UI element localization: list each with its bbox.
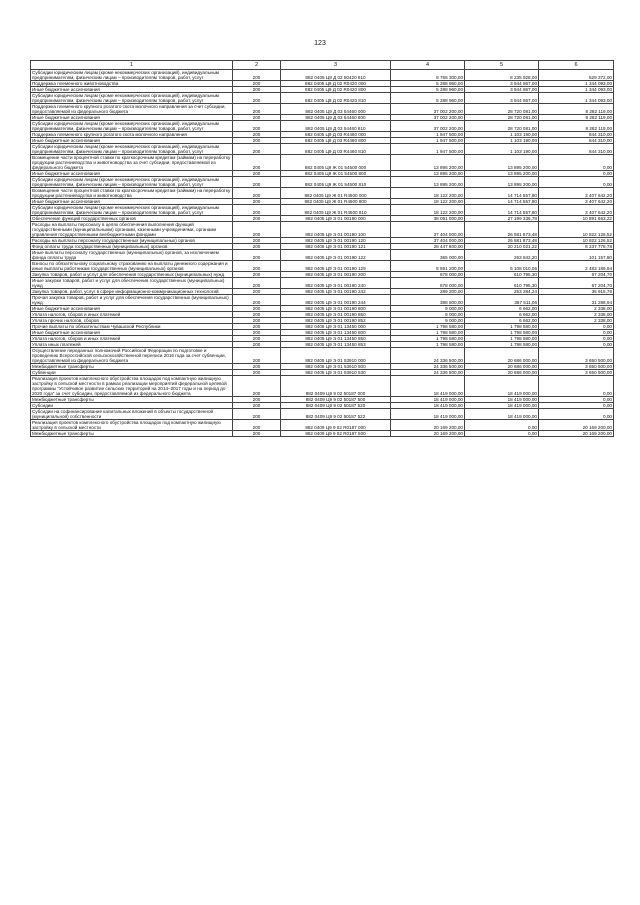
row-code-cell: 882 0405 Ц9 Ж 01 R4500 810 (281, 205, 391, 216)
row-column6-cell: 0,00 (539, 155, 614, 171)
row-column4-cell: 5 288 960,00 (391, 81, 465, 87)
row-code-cell: 882 0405 Ц9 Э 01 00190 100 (281, 222, 391, 238)
row-column2-cell: 200 (233, 70, 281, 81)
table-row (31, 93, 614, 104)
row-name-cell: Иные бюджетные ассигнования (31, 115, 233, 121)
row-column6-cell: 10 891 663,22 (539, 216, 614, 222)
row-code-cell: 882 0409 Ц9 9 02 50187 000 (281, 376, 391, 397)
table-row (31, 336, 614, 342)
row-column6-cell: 10 822 126,52 (539, 238, 614, 244)
row-name-cell: Субсидии юридическим лицам (кроме некоммерческих организаций), индивидуальным предпринимателям, физическим лицам – производителям товаров, работ, услуг (31, 205, 233, 216)
row-column2-cell: 200 (233, 87, 281, 93)
row-column6-cell: 101 157,80 (539, 250, 614, 261)
row-column4-cell: 20 169 200,00 (391, 420, 465, 431)
row-column5-cell: 610 795,30 (465, 272, 539, 278)
row-column2-cell: 200 (233, 318, 281, 324)
row-column6-cell: 1 344 093,00 (539, 81, 614, 87)
row-code-cell: 882 0405 Ц9 Д 02 R0420 810 (281, 93, 391, 104)
row-name-cell: Иные бюджетные ассигнования (31, 87, 233, 93)
row-column6-cell: 8 282 119,00 (539, 104, 614, 115)
table-row (31, 312, 614, 318)
row-column4-cell: 9 000,00 (391, 312, 465, 318)
row-column5-cell: 3 944 867,00 (465, 87, 539, 93)
row-name-cell: Межбюджетные трансферты (31, 431, 233, 437)
row-column5-cell: 20 210 021,22 (465, 244, 539, 250)
row-column2-cell: 200 (233, 104, 281, 115)
row-column2-cell: 200 (233, 222, 281, 238)
header-cell: 5 (465, 61, 539, 70)
row-column6-cell: 0,00 (539, 330, 614, 336)
row-column2-cell: 200 (233, 420, 281, 431)
row-name-cell: Субсидии юридическим лицам (кроме некоммерческих организаций), индивидуальным предпринимателям, физическим лицам – производителям товаров, работ, услуг (31, 144, 233, 155)
table-row (31, 144, 614, 155)
row-column4-cell: 20 169 200,00 (391, 431, 465, 437)
row-column2-cell: 200 (233, 205, 281, 216)
table-row (31, 420, 614, 431)
row-column4-cell: 5 288 960,00 (391, 93, 465, 104)
row-name-cell: Субвенции (31, 370, 233, 376)
row-column4-cell: 1 798 580,00 (391, 324, 465, 330)
row-name-cell: Иные бюджетные ассигнования (31, 306, 233, 312)
row-code-cell: 882 0405 Ц9 Д 03 R4460 000 (281, 132, 391, 138)
row-column4-cell: 28 447 800,00 (391, 244, 465, 250)
row-column2-cell: 200 (233, 289, 281, 295)
row-column4-cell: 37 404 000,00 (391, 238, 465, 244)
row-column5-cell: 3 944 867,00 (465, 93, 539, 104)
row-column5-cell: 13 895 200,00 (465, 171, 539, 177)
row-column2-cell: 200 (233, 81, 281, 87)
row-column4-cell: 37 002 200,00 (391, 121, 465, 132)
row-name-cell: Межбюджетные трансферты (31, 397, 233, 403)
row-code-cell: 882 0405 Ц9 Ж 01 54500 810 (281, 177, 391, 188)
row-column4-cell: 24 336 500,00 (391, 348, 465, 364)
row-column6-cell: 20 169 200,00 (539, 420, 614, 431)
row-column5-cell: 1 103 190,00 (465, 132, 539, 138)
row-name-cell: Реализация проектов комплексного обустройства площадок под компактную жилищную застройку в сельской местности (31, 420, 233, 431)
row-column5-cell: 6 662,00 (465, 306, 539, 312)
row-name-cell: Уплата прочих налогов, сборов (31, 318, 233, 324)
row-name-cell: Субсидии на софинансирование капитальных вложений в объекты государственной (муниципальной) собственности (31, 409, 233, 420)
row-column4-cell: 37 002 200,00 (391, 115, 465, 121)
row-code-cell: 882 0405 Ц9 Э 01 00190 000 (281, 216, 391, 222)
row-column4-cell: 8 765 300,00 (391, 70, 465, 81)
row-column4-cell: 678 000,00 (391, 278, 465, 289)
row-name-cell: Осуществление переданных полномочий Российской Федерации по подготовке и проведению Всероссийской сельскохозяйственной переписи 2016 года за счет субвенции, предоставляемой из федерального бюджета (31, 348, 233, 364)
row-column4-cell: 388 800,00 (391, 295, 465, 306)
row-column2-cell: 200 (233, 171, 281, 177)
row-column5-cell: 357 511,06 (465, 295, 539, 306)
table-row (31, 81, 614, 87)
row-column5-cell: 20 686 000,00 (465, 348, 539, 364)
row-column2-cell: 200 (233, 364, 281, 370)
row-column5-cell: 14 714 557,80 (465, 199, 539, 205)
row-column6-cell: 2 338,00 (539, 312, 614, 318)
row-code-cell: 882 0405 Ц9 Э 01 00190 850 (281, 312, 391, 318)
row-column2-cell: 200 (233, 138, 281, 144)
row-code-cell: 882 0405 Ц9 Д 03 R4460 810 (281, 144, 391, 155)
row-name-cell: Прочие выплаты по обязательствам Чувашской Республики (31, 324, 233, 330)
row-column4-cell: 24 336 500,00 (391, 364, 465, 370)
header-cell: 3 (281, 61, 391, 70)
row-column6-cell: 3 407 642,20 (539, 205, 614, 216)
row-column4-cell: 1 947 500,00 (391, 138, 465, 144)
row-column5-cell: 263 842,20 (465, 250, 539, 261)
row-name-cell: Прочая закупка товаров, работ и услуг для обеспечения государственных (муниципальных) нужд (31, 295, 233, 306)
row-column4-cell: 13 895 200,00 (391, 171, 465, 177)
row-column6-cell: 844 310,00 (539, 144, 614, 155)
row-name-cell: Иные закупки товаров, работ и услуг для обеспечения государственных (муниципальных) нужд (31, 278, 233, 289)
row-column6-cell: 1 344 093,00 (539, 93, 614, 104)
row-column4-cell: 5 288 960,00 (391, 87, 465, 93)
header-cell: 4 (391, 61, 465, 70)
row-column2-cell: 200 (233, 403, 281, 409)
row-code-cell: 882 0405 Ц9 Э 01 53910 500 (281, 364, 391, 370)
row-code-cell: 882 0409 Ц9 9 02 R0187 000 (281, 420, 391, 431)
row-code-cell: 882 0409 Ц9 9 02 50187 520 (281, 403, 391, 409)
row-column5-cell: 253 284,24 (465, 289, 539, 295)
row-column5-cell: 18 419 000,00 (465, 397, 539, 403)
row-column6-cell: 8 282 119,00 (539, 121, 614, 132)
header-cell: 6 (539, 61, 614, 70)
row-code-cell: 882 0405 Ц9 Э 01 00190 240 (281, 278, 391, 289)
row-name-cell: Фонд оплаты труда государственных (муниципальных) органов (31, 244, 233, 250)
row-column6-cell: 8 282 119,00 (539, 115, 614, 121)
row-column6-cell: 3 650 500,00 (539, 370, 614, 376)
row-column2-cell: 200 (233, 121, 281, 132)
row-code-cell: 882 0409 Ц9 9 02 R0187 500 (281, 431, 391, 437)
row-column6-cell: 1 344 093,00 (539, 87, 614, 93)
row-name-cell: Уплата налогов, сборов и иных платежей (31, 336, 233, 342)
row-column6-cell: 0,00 (539, 409, 614, 420)
row-column5-cell: 0,00 (465, 420, 539, 431)
row-name-cell: Межбюджетные трансферты (31, 364, 233, 370)
row-column4-cell: 1 798 580,00 (391, 330, 465, 336)
row-name-cell: Субсидии юридическим лицам (кроме некоммерческих организаций), индивидуальным предпринимателям, физическим лицам – производителям товаров, работ, услуг (31, 177, 233, 188)
row-code-cell: 882 0405 Ц9 Э 01 00190 120 (281, 238, 391, 244)
row-column2-cell: 200 (233, 93, 281, 104)
table-row (31, 177, 614, 188)
row-column6-cell: 67 204,70 (539, 278, 614, 289)
row-column6-cell: 0,00 (539, 397, 614, 403)
table-row (31, 222, 614, 238)
row-name-cell: Поддержка племенного крупного рогатого скота молочного направления за счет субсидии, предоставляемой из федерального бюджета (31, 104, 233, 115)
table-row (31, 409, 614, 420)
row-column5-cell: 0,00 (465, 431, 539, 437)
table-row (31, 376, 614, 397)
page-number: 123 (314, 40, 326, 47)
row-column4-cell: 13 895 200,00 (391, 177, 465, 188)
row-column2-cell: 200 (233, 250, 281, 261)
row-name-cell: Субсидии (31, 403, 233, 409)
row-column5-cell: 28 720 081,00 (465, 104, 539, 115)
header-row (31, 61, 614, 70)
row-name-cell: Субсидии юридическим лицам (кроме некоммерческих организаций), индивидуальным предпринимателям, физическим лицам – производителям товаров, работ, услуг (31, 70, 233, 81)
row-name-cell: Субсидии юридическим лицам (кроме некоммерческих организаций), индивидуальным предпринимателям, физическим лицам – производителям товаров, работ, услуг (31, 121, 233, 132)
row-code-cell: 882 0405 Ц9 Э 01 00190 200 (281, 272, 391, 278)
table-row (31, 250, 614, 261)
row-column6-cell: 0,00 (539, 403, 614, 409)
row-column2-cell: 200 (233, 144, 281, 155)
row-column5-cell: 27 199 336,78 (465, 216, 539, 222)
row-column2-cell: 200 (233, 306, 281, 312)
row-code-cell: 882 0405 Ц9 Э 01 00190 800 (281, 306, 391, 312)
row-name-cell: Поддержка племенного крупного рогатого скота молочного направления (31, 132, 233, 138)
row-column4-cell: 8 591 200,00 (391, 261, 465, 272)
row-name-cell: Взносы по обязательному социальному страхованию на выплаты денежного содержания и иные выплаты работникам государственных (муниципальных) органов (31, 261, 233, 272)
row-column5-cell: 610 795,30 (465, 278, 539, 289)
row-column4-cell: 9 000,00 (391, 306, 465, 312)
row-name-cell: Расходы на выплаты персоналу в целях обеспечения выполнения функций государственными (муниципальными) органами, казенными учреждениями, органами управления государственными внебюджетными фондами (31, 222, 233, 238)
row-code-cell: 882 0405 Ц9 Э 01 00190 244 (281, 295, 391, 306)
row-column6-cell: 0,00 (539, 342, 614, 348)
row-column2-cell: 200 (233, 115, 281, 121)
table-row (31, 289, 614, 295)
row-name-cell: Иные бюджетные ассигнования (31, 171, 233, 177)
row-column4-cell: 13 895 200,00 (391, 155, 465, 171)
row-column6-cell: 3 650 500,00 (539, 364, 614, 370)
row-column2-cell: 200 (233, 370, 281, 376)
row-column5-cell: 26 581 873,48 (465, 222, 539, 238)
row-column4-cell: 37 002 200,00 (391, 104, 465, 115)
row-column6-cell: 2 338,00 (539, 318, 614, 324)
row-column5-cell: 6 662,00 (465, 318, 539, 324)
row-code-cell: 882 0409 Ц9 9 02 50187 522 (281, 409, 391, 420)
row-name-cell: Возмещение части процентной ставки по краткосрочным кредитам (займам) на переработку продукции растениеводства и животноводства (31, 188, 233, 199)
row-code-cell: 882 0405 Ц9 Э 01 13450 853 (281, 342, 391, 348)
row-name-cell: Поддержка племенного животноводства (31, 81, 233, 87)
row-column6-cell: 31 288,94 (539, 295, 614, 306)
row-name-cell: Расходы на выплаты персоналу государственных (муниципальных) органов (31, 238, 233, 244)
row-column6-cell: 844 310,00 (539, 138, 614, 144)
table-row (31, 431, 614, 437)
table-row (31, 104, 614, 115)
table-row (31, 70, 614, 81)
row-name-cell: Иные бюджетные ассигнования (31, 138, 233, 144)
row-column5-cell: 1 798 580,00 (465, 342, 539, 348)
row-name-cell: Реализация проектов комплексного обустройства площадок под компактную жилищную застройку в сельской местности в рамках реализации мероприятий федеральной целевой программы "Устойчивое развитие сельских территорий на 2014–2017 годы и на период до 2020 года" за счет субсидии, предоставляемой из федерального бюджета (31, 376, 233, 397)
table-row (31, 261, 614, 272)
row-code-cell: 882 0405 Ц9 Ж 01 R4500 800 (281, 199, 391, 205)
budget-table (30, 60, 614, 437)
row-column2-cell: 200 (233, 238, 281, 244)
row-column6-cell: 0,00 (539, 376, 614, 397)
row-column4-cell: 365 000,00 (391, 250, 465, 261)
row-column4-cell: 18 122 200,00 (391, 199, 465, 205)
row-name-cell: Обеспечение функций государственных органов (31, 216, 233, 222)
table-row (31, 188, 614, 199)
table-row (31, 155, 614, 171)
row-code-cell: 882 0405 Ц9 Э 01 53910 530 (281, 370, 391, 376)
row-column4-cell: 38 091 000,00 (391, 216, 465, 222)
row-column2-cell: 200 (233, 272, 281, 278)
row-code-cell: 882 0405 Ц9 Э 01 00190 852 (281, 318, 391, 324)
row-column6-cell: 529 372,00 (539, 70, 614, 81)
row-column2-cell: 200 (233, 348, 281, 364)
row-column4-cell: 18 419 000,00 (391, 376, 465, 397)
row-column5-cell: 13 895 200,00 (465, 177, 539, 188)
row-column5-cell: 14 714 557,80 (465, 188, 539, 199)
row-column5-cell: 6 108 010,06 (465, 261, 539, 272)
row-column6-cell: 844 310,00 (539, 132, 614, 138)
row-code-cell: 882 0405 Ц9 Д 02 R0420 000 (281, 81, 391, 87)
row-column6-cell: 0,00 (539, 324, 614, 330)
table-row (31, 205, 614, 216)
row-column5-cell: 1 103 190,00 (465, 138, 539, 144)
row-column5-cell: 1 798 580,00 (465, 330, 539, 336)
row-column5-cell: 1 103 190,00 (465, 144, 539, 155)
row-column4-cell: 1 798 580,00 (391, 336, 465, 342)
row-column4-cell: 9 000,00 (391, 318, 465, 324)
row-column5-cell: 3 944 867,00 (465, 81, 539, 87)
row-column4-cell: 1 798 580,00 (391, 342, 465, 348)
table-row (31, 348, 614, 364)
row-column6-cell: 0,00 (539, 171, 614, 177)
table-row (31, 121, 614, 132)
row-column2-cell: 200 (233, 431, 281, 437)
table-row (31, 295, 614, 306)
row-column5-cell: 28 720 081,00 (465, 115, 539, 121)
row-column4-cell: 18 419 000,00 (391, 397, 465, 403)
row-code-cell: 882 0405 Ц9 Э 01 13450 000 (281, 324, 391, 330)
row-column2-cell: 200 (233, 261, 281, 272)
row-name-cell: Субсидии юридическим лицам (кроме некоммерческих организаций), индивидуальным предпринимателям, физическим лицам – производителям товаров, работ, услуг (31, 93, 233, 104)
row-column6-cell: 0,00 (539, 336, 614, 342)
row-column2-cell: 200 (233, 155, 281, 171)
row-column2-cell: 200 (233, 295, 281, 306)
row-column5-cell: 8 235 928,00 (465, 70, 539, 81)
row-column5-cell: 28 720 081,00 (465, 121, 539, 132)
row-column2-cell: 200 (233, 216, 281, 222)
header-cell: 2 (233, 61, 281, 70)
row-column2-cell: 200 (233, 330, 281, 336)
row-column4-cell: 289 200,00 (391, 289, 465, 295)
row-column5-cell: 1 798 580,00 (465, 324, 539, 330)
row-code-cell: 882 0405 Ц9 Д 03 54460 810 (281, 121, 391, 132)
row-column6-cell: 3 407 642,20 (539, 188, 614, 199)
row-column4-cell: 678 000,00 (391, 272, 465, 278)
table-row (31, 216, 614, 222)
row-column4-cell: 1 947 500,00 (391, 132, 465, 138)
row-code-cell: 882 0405 Ц9 Д 02 R0420 800 (281, 87, 391, 93)
row-column5-cell: 18 419 000,00 (465, 403, 539, 409)
table-body (31, 70, 614, 437)
table-row (31, 324, 614, 330)
row-column5-cell: 1 798 580,00 (465, 336, 539, 342)
row-column5-cell: 26 581 873,48 (465, 238, 539, 244)
row-column6-cell: 20 169 200,00 (539, 431, 614, 437)
row-column2-cell: 200 (233, 336, 281, 342)
row-code-cell: 882 0405 Ц9 Э 01 00190 129 (281, 261, 391, 272)
row-column2-cell: 200 (233, 188, 281, 199)
row-code-cell: 882 0405 Ц9 Э 01 00190 122 (281, 250, 391, 261)
row-column2-cell: 200 (233, 132, 281, 138)
row-name-cell: Иные бюджетные ассигнования (31, 330, 233, 336)
row-code-cell: 882 0405 Ц9 Э 01 00190 121 (281, 244, 391, 250)
table-row (31, 244, 614, 250)
row-column4-cell: 18 419 000,00 (391, 403, 465, 409)
row-column4-cell: 18 122 200,00 (391, 205, 465, 216)
row-column6-cell: 10 822 126,52 (539, 222, 614, 238)
row-column6-cell: 67 204,70 (539, 272, 614, 278)
row-column4-cell: 18 419 000,00 (391, 409, 465, 420)
row-column4-cell: 1 947 500,00 (391, 144, 465, 155)
row-column2-cell: 200 (233, 342, 281, 348)
row-column5-cell: 14 714 557,80 (465, 205, 539, 216)
row-code-cell: 882 0409 Ц9 9 02 50187 500 (281, 397, 391, 403)
row-column5-cell: 20 686 000,00 (465, 370, 539, 376)
row-name-cell: Закупка товаров, работ и услуг для обеспечения государственных (муниципальных) нужд (31, 272, 233, 278)
row-column5-cell: 6 662,00 (465, 312, 539, 318)
row-code-cell: 882 0405 Ц9 Э 01 13450 850 (281, 336, 391, 342)
row-name-cell: Уплата иных платежей (31, 342, 233, 348)
row-code-cell: 882 0405 Ц9 Д 02 50420 810 (281, 70, 391, 81)
row-column2-cell: 200 (233, 376, 281, 397)
row-column2-cell: 200 (233, 278, 281, 289)
row-column2-cell: 200 (233, 199, 281, 205)
row-column4-cell: 24 336 500,00 (391, 370, 465, 376)
row-name-cell: Закупка товаров, работ, услуг в сфере информационно-коммуникационных технологий (31, 289, 233, 295)
row-column2-cell: 200 (233, 244, 281, 250)
row-column5-cell: 18 419 000,00 (465, 409, 539, 420)
row-code-cell: 882 0405 Ц9 Ж 01 R4500 000 (281, 188, 391, 199)
row-column2-cell: 200 (233, 177, 281, 188)
row-column6-cell: 2 338,00 (539, 306, 614, 312)
row-column2-cell: 200 (233, 409, 281, 420)
row-name-cell: Возмещение части процентной ставки по краткосрочным кредитам (займам) на переработку продукции растениеводства и животноводства за счет субсидии, предоставляемой из федерального бюджета (31, 155, 233, 171)
row-column2-cell: 200 (233, 397, 281, 403)
row-code-cell: 882 0405 Ц9 Э 01 53910 000 (281, 348, 391, 364)
row-column5-cell: 13 895 200,00 (465, 155, 539, 171)
row-column4-cell: 18 122 200,00 (391, 188, 465, 199)
row-name-cell: Уплата налогов, сборов и иных платежей (31, 312, 233, 318)
table-row (31, 238, 614, 244)
row-code-cell: 882 0405 Ц9 Д 03 54460 800 (281, 115, 391, 121)
table-row (31, 278, 614, 289)
row-name-cell: Иные бюджетные ассигнования (31, 199, 233, 205)
row-name-cell: Иные выплаты персоналу государственных (муниципальных) органов, за исключением фонда оплаты труда (31, 250, 233, 261)
row-column6-cell: 3 407 642,20 (539, 199, 614, 205)
row-column4-cell: 37 404 000,00 (391, 222, 465, 238)
table-row (31, 132, 614, 138)
row-column5-cell: 18 419 000,00 (465, 376, 539, 397)
row-column6-cell: 2 483 189,94 (539, 261, 614, 272)
row-code-cell: 882 0405 Ц9 Д 03 R4460 800 (281, 138, 391, 144)
row-column5-cell: 20 686 000,00 (465, 364, 539, 370)
row-column2-cell: 200 (233, 312, 281, 318)
row-column6-cell: 3 650 500,00 (539, 348, 614, 364)
row-code-cell: 882 0405 Ц9 Д 03 54460 000 (281, 104, 391, 115)
table-header (31, 61, 614, 70)
row-column6-cell: 0,00 (539, 177, 614, 188)
table-row (31, 272, 614, 278)
row-code-cell: 882 0405 Ц9 Ж 01 54500 800 (281, 171, 391, 177)
row-column2-cell: 200 (233, 324, 281, 330)
row-column6-cell: 8 237 778,78 (539, 244, 614, 250)
row-code-cell: 882 0405 Ц9 Ж 01 54500 000 (281, 155, 391, 171)
row-column6-cell: 35 915,76 (539, 289, 614, 295)
row-code-cell: 882 0405 Ц9 Э 01 13450 800 (281, 330, 391, 336)
row-code-cell: 882 0405 Ц9 Э 01 00190 242 (281, 289, 391, 295)
header-cell: 1 (31, 61, 233, 70)
